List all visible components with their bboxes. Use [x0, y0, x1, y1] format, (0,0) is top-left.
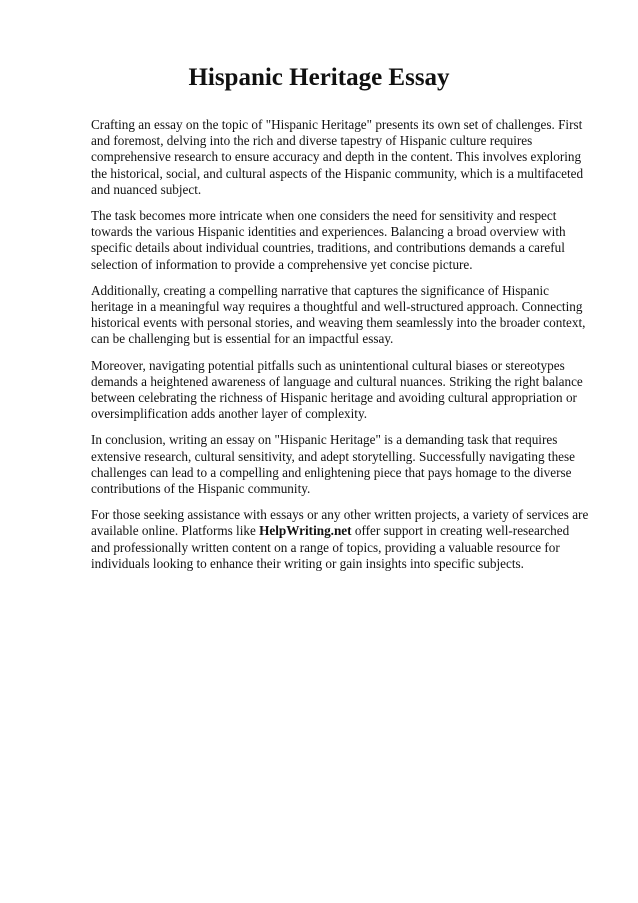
closing-text-before: For those seeking assistance with essays or any other written projects, a variety of services are available online. Platforms like: [91, 507, 589, 539]
paragraph-conclusion: In conclusion, writing an essay on "Hispanic Heritage" is a demanding task that requires extensive research, cultural sensitivity, and adept storytelling. Successfully navigating these challenges can lead to a compelling and enlightening piece that pays homage to the diverse contributions of the Hispanic community.: [91, 432, 576, 497]
paragraph-narrative: Additionally, creating a compelling narrative that captures the significance of Hispanic heritage in a meaningful way requires a thoughtful and well-structured approach. Connecting historical events with personal stories, and weaving them seamlessly into the broader context, can be challenging but is essential for an impactful essay.: [91, 282, 586, 347]
closing-text-after: offer support in creating well-researched and professionally written content on a range of topics, providing a valuable resource for individuals looking to enhance their writing or gain insights into specific subjects.: [91, 523, 570, 571]
paragraph-intro: Crafting an essay on the topic of "Hispanic Heritage" presents its own set of challenges. First and foremost, delving into the rich and diverse tapestry of Hispanic culture requires comprehensive research to ensure accuracy and depth in the content. This involves exploring the historical, social, and cultural aspects of the Hispanic community, which is a multifaceted and nuanced subject.: [91, 117, 584, 197]
document-title: Hispanic Heritage Essay: [188, 64, 450, 91]
paragraph-pitfalls: Moreover, navigating potential pitfalls such as unintentional cultural biases or stereotypes demands a heightened awareness of language and cultural nuances. Striking the right balance between celebrating the richness of Hispanic heritage and avoiding cultural appropriation or oversimplification adds another layer of complexity.: [91, 357, 583, 422]
brand-name: HelpWriting.net: [259, 523, 352, 539]
paragraph-sensitivity: The task becomes more intricate when one considers the need for sensitivity and respect towards the various Hispanic identities and experiences. Balancing a broad overview with specific details about individual countries, traditions, and contributions demands a careful selection of information to provide a comprehensive yet concise picture.: [91, 208, 566, 272]
paragraph-closing: [91, 507, 590, 572]
